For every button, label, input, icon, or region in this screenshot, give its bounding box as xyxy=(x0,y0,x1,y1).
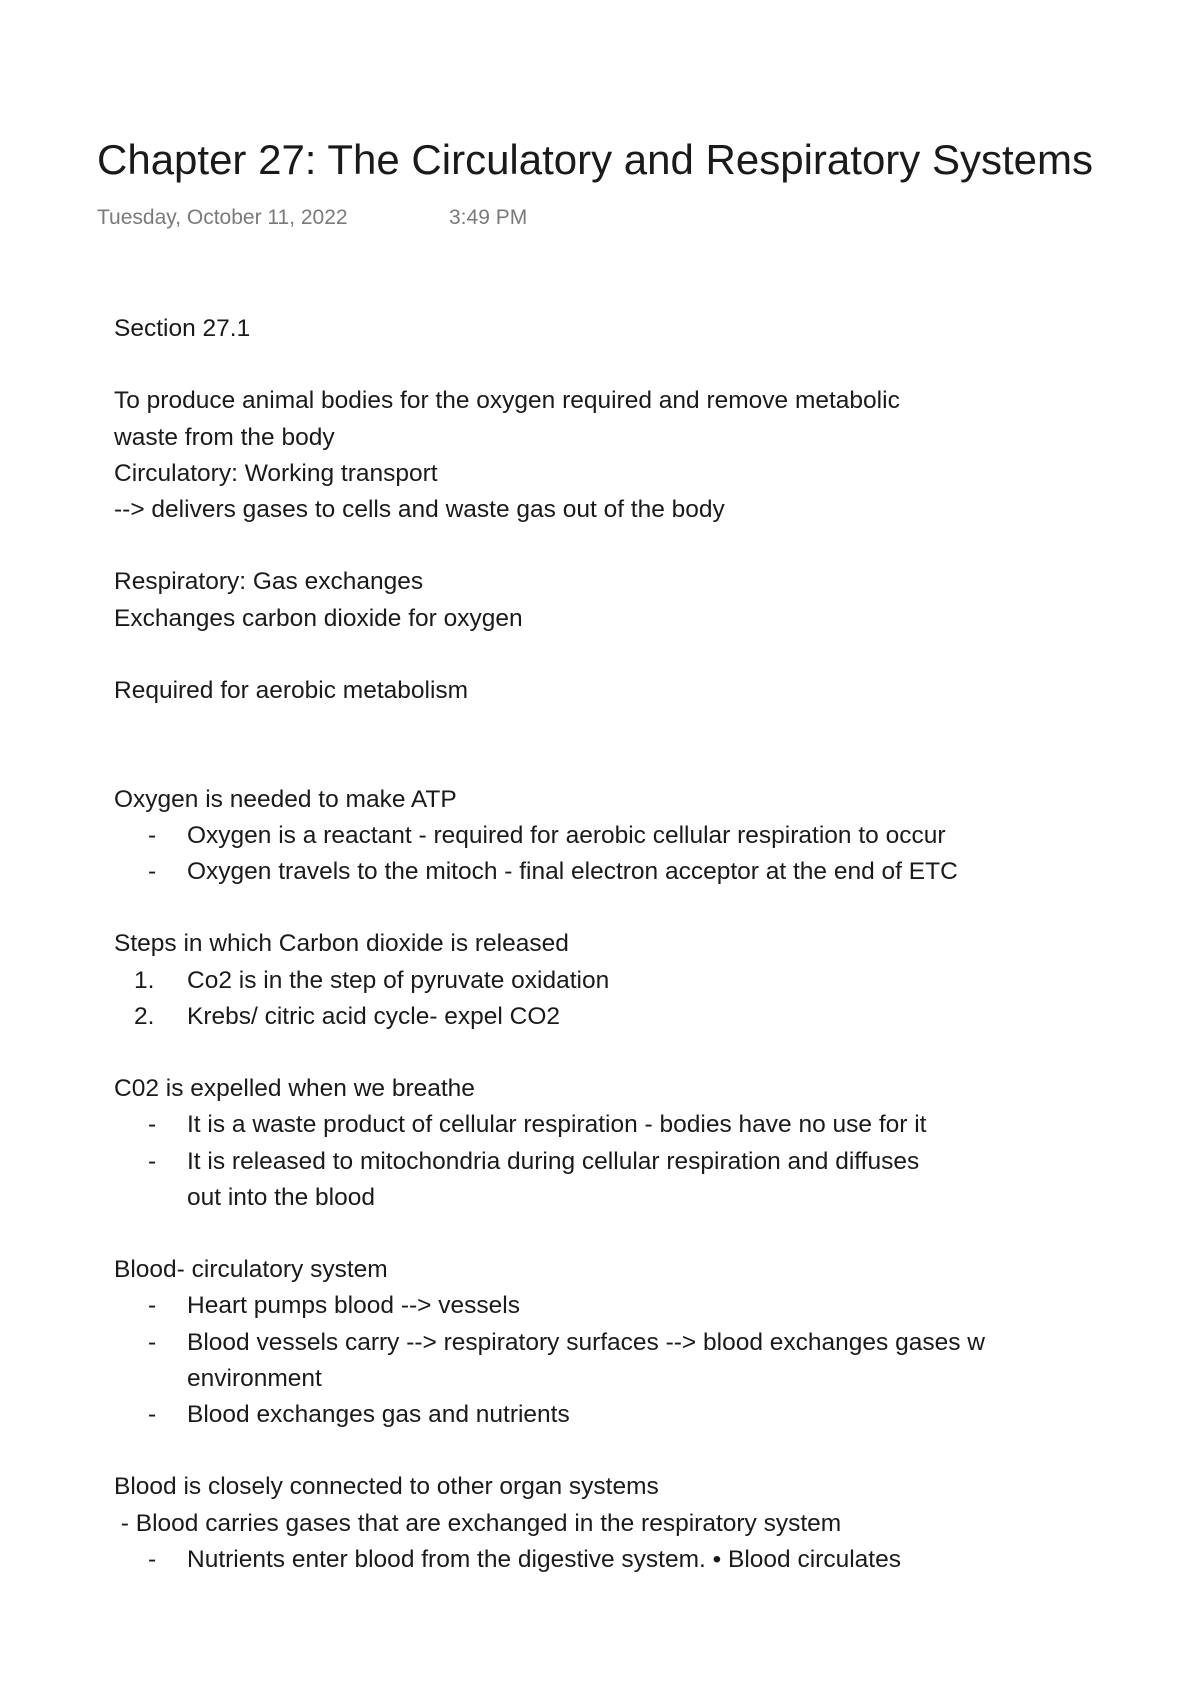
list-item xyxy=(114,1325,1114,1397)
list-item xyxy=(114,818,1114,854)
list-item xyxy=(114,1288,1114,1324)
numbered-item xyxy=(114,963,1114,999)
note-time: 3:49 PM xyxy=(449,206,528,229)
required-line: Required for aerobic metabolism xyxy=(114,676,469,704)
connected-heading: Blood is closely connected to other organ systems xyxy=(114,1473,659,1501)
list-item xyxy=(114,1144,1114,1216)
list-item-text: It is a waste product of cellular respiration - bodies have no use for it xyxy=(187,1111,927,1139)
bullet-marker: - xyxy=(148,1292,157,1320)
page-title: Chapter 27: The Circulatory and Respiratory Systems xyxy=(97,136,1093,183)
number-marker: 2. xyxy=(134,1002,155,1030)
bullet-marker: - xyxy=(148,1545,157,1573)
list-item-text: environment xyxy=(187,1364,322,1392)
bullet-marker: - xyxy=(148,857,157,885)
list-item-text: Blood vessels carry --> respiratory surfaces --> blood exchanges gases w xyxy=(187,1328,985,1356)
list-item-text: It is released to mitochondria during cellular respiration and diffuses xyxy=(187,1147,920,1175)
list-item xyxy=(114,1397,1114,1433)
co2-heading: C02 is expelled when we breathe xyxy=(114,1075,475,1103)
list-item-text: Oxygen travels to the mitoch - final electron acceptor at the end of ETC xyxy=(187,857,958,885)
list-item-text: Nutrients enter blood from the digestive system. • Blood circulates xyxy=(187,1545,901,1573)
list-item-text: Heart pumps blood --> vessels xyxy=(187,1292,520,1320)
numbered-item xyxy=(114,999,1114,1035)
bullet-marker: - xyxy=(148,1328,157,1356)
list-item-text: Oxygen is a reactant - required for aerobic cellular respiration to occur xyxy=(187,821,946,849)
exchanges-line: Exchanges carbon dioxide for oxygen xyxy=(114,604,523,632)
list-item xyxy=(114,1107,1114,1143)
intro-line: To produce animal bodies for the oxygen required and remove metabolic xyxy=(114,387,900,415)
numbered-item-text: Krebs/ citric acid cycle- expel CO2 xyxy=(187,1002,561,1030)
delivers-line: --> delivers gases to cells and waste gas out of the body xyxy=(114,496,725,523)
respiratory-line: Respiratory: Gas exchanges xyxy=(114,568,424,596)
number-marker: 1. xyxy=(134,966,155,994)
note-date: Tuesday, October 11, 2022 xyxy=(97,206,348,229)
bullet-marker: - xyxy=(148,1400,157,1428)
list-item xyxy=(114,1542,1114,1578)
list-item xyxy=(114,854,1114,890)
note-timestamp xyxy=(97,206,528,230)
numbered-item-text: Co2 is in the step of pyruvate oxidation xyxy=(187,966,610,994)
blood-heading: Blood- circulatory system xyxy=(114,1256,388,1284)
intro-line: waste from the body xyxy=(114,423,335,451)
bullet-marker: - xyxy=(148,821,157,849)
list-item-text: out into the blood xyxy=(187,1183,375,1211)
section-heading: Section 27.1 xyxy=(114,315,251,342)
bullet-marker: - xyxy=(148,1147,157,1175)
list-item-text: Blood exchanges gas and nutrients xyxy=(187,1400,570,1428)
oxygen-heading: Oxygen is needed to make ATP xyxy=(114,785,457,813)
note-body xyxy=(114,311,1114,1578)
connected-line: - Blood carries gases that are exchanged in the respiratory system xyxy=(114,1509,842,1537)
circulatory-line: Circulatory: Working transport xyxy=(114,459,438,487)
co2-steps-heading: Steps in which Carbon dioxide is released xyxy=(114,930,569,958)
bullet-marker: - xyxy=(148,1111,157,1139)
